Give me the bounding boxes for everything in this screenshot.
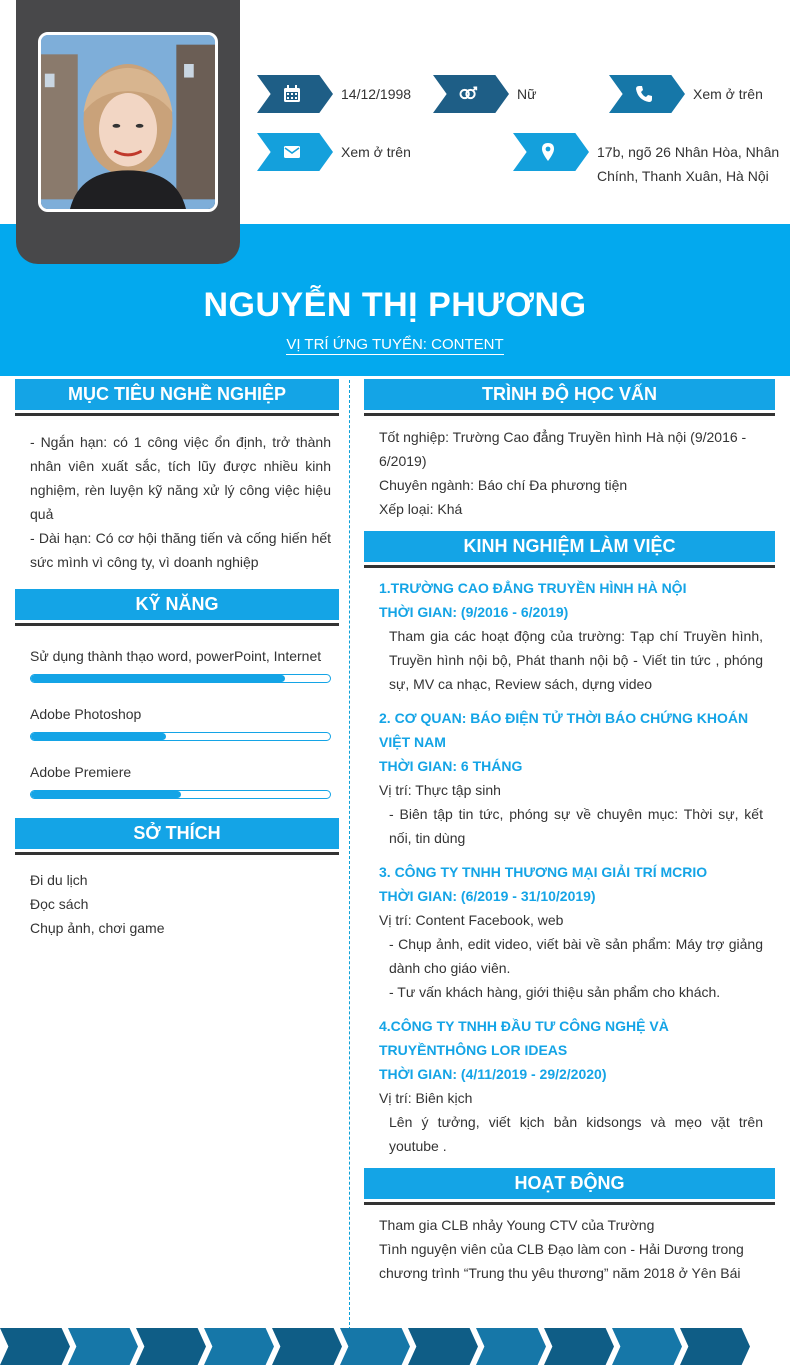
gender-text: Nữ (517, 86, 537, 102)
gender-tag (433, 75, 509, 113)
address-text: 17b, ngõ 26 Nhân Hòa, Nhân Chính, Thanh Xuân, Hà Nội (597, 144, 780, 184)
education-title: TRÌNH ĐỘ HỌC VẤN (364, 379, 775, 413)
phone-text: Xem ở trên (693, 86, 763, 102)
hobby-item: Đọc sách (30, 896, 89, 912)
job-company: 4.CÔNG TY TNHH ĐẦU TƯ CÔNG NGHỆ VÀ TRUYỀNTHÔNG LOR IDEAS (379, 1018, 669, 1058)
activities-title: HOẠT ĐỘNG (364, 1168, 775, 1202)
job-role: Vị trí: Content Facebook, web (379, 912, 564, 928)
skill-bar (30, 732, 331, 741)
birthday-text: 14/12/1998 (341, 86, 412, 102)
job-time: THỜI GIAN: 6 THÁNG (379, 758, 523, 774)
job-detail: - Biên tập tin tức, phóng sự về chuyên mục: Thời sự, kết nối, tin dùng (389, 806, 763, 846)
email-text: Xem ở trên (341, 144, 411, 160)
skill-bar (30, 674, 331, 683)
footer-chevron (544, 1328, 614, 1365)
phone-icon (634, 84, 654, 104)
activity-item: Tình nguyện viên của CLB Đạo làm con - Hải Dương trong chương trình “Trung thu yêu thương” năm 2018 ở Yên Bái (379, 1241, 744, 1281)
envelope-icon (282, 142, 302, 162)
skill-label: Adobe Photoshop (30, 706, 142, 722)
skill-bar-fill (31, 733, 166, 740)
education-body (379, 425, 763, 521)
job-role: Vị trí: Thực tập sinh (379, 782, 501, 798)
job-detail: Tham gia các hoạt động của trường: Tạp chí Truyền hình, Truyền hình nội bộ, Phát thanh nội bộ - Viết tin tức , phóng sự, MV ca nhạc, Review sách, dựng video (389, 628, 763, 692)
phone-tag (609, 75, 685, 113)
education-major: Chuyên ngành: Báo chí Đa phương tiện (379, 477, 628, 493)
education-graduated: Tốt nghiệp: Trường Cao đẳng Truyền hình Hà nội (9/2016 - 6/2019) (379, 429, 747, 469)
footer-chevron (612, 1328, 682, 1365)
skill-bar (30, 790, 331, 799)
photo-panel (16, 0, 240, 264)
phone-row (609, 75, 763, 113)
footer-chevron (68, 1328, 138, 1365)
job-detail: Lên ý tưởng, viết kịch bản kidsongs và mẹo vặt trên youtube . (389, 1114, 763, 1154)
calendar-icon (282, 84, 302, 104)
avatar (38, 32, 218, 212)
job-time: THỜI GIAN: (4/11/2019 - 29/2/2020) (379, 1066, 607, 1082)
activities-body (379, 1213, 763, 1285)
candidate-name: NGUYỄN THỊ PHƯƠNG (203, 286, 587, 324)
job-detail: - Chụp ảnh, edit video, viết bài về sản phẩm: Máy trợ giảng dành cho giáo viên. (389, 936, 763, 976)
address-tag (513, 133, 589, 171)
skill-label: Adobe Premiere (30, 764, 132, 780)
hobbies-list (30, 868, 331, 940)
footer-chevron (340, 1328, 410, 1365)
job-company: 2. CƠ QUAN: BÁO ĐIỆN TỬ THỜI BÁO CHỨNG KHOÁN VIỆT NAM (379, 710, 749, 750)
objective-body (30, 430, 331, 574)
hobby-item: Đi du lịch (30, 872, 88, 888)
skill-item (30, 646, 331, 683)
job-detail: - Tư vấn khách hàng, giới thiệu sản phẩm cho khách. (389, 984, 721, 1000)
job-role: Vị trí: Biên kịch (379, 1090, 473, 1106)
hobbies-title: SỞ THÍCH (15, 818, 339, 852)
objective-title: MỤC TIÊU NGHỀ NGHIỆP (15, 379, 339, 413)
education-rank: Xếp loại: Khá (379, 501, 463, 517)
skill-item (30, 704, 331, 741)
footer-chevron (680, 1328, 750, 1365)
skill-label: Sử dụng thành thạo word, powerPoint, Internet (30, 648, 322, 664)
footer-chevron (204, 1328, 274, 1365)
map-pin-icon (538, 142, 558, 162)
avatar-photo (41, 35, 215, 209)
skill-item (30, 762, 331, 799)
job-time: THỜI GIAN: (9/2016 - 6/2019) (379, 604, 569, 620)
hobby-item: Chụp ảnh, chơi game (30, 920, 165, 936)
activity-item: Tham gia CLB nhảy Young CTV của Trường (379, 1217, 655, 1233)
objective-short-term: - Ngắn hạn: có 1 công việc ổn định, trở thành nhân viên xuất sắc, tích lũy được nhiều kinh nghiệm, rèn luyện kỹ năng xử lý công việc hiệu quả (30, 434, 331, 522)
experience-body (379, 576, 763, 1158)
footer-chevron (408, 1328, 478, 1365)
applied-position (0, 336, 790, 353)
skill-bar-fill (31, 791, 181, 798)
footer-chevrons (0, 1328, 790, 1365)
skills-title: KỸ NĂNG (15, 589, 339, 623)
job-company: 3. CÔNG TY TNHH THƯƠNG MẠI GIẢI TRÍ MCRIO (379, 864, 708, 880)
column-divider (349, 380, 350, 1330)
applied-position-text: VỊ TRÍ ỨNG TUYỂN: CONTENT (286, 336, 504, 353)
footer-chevron (136, 1328, 206, 1365)
job-company: 1.TRƯỜNG CAO ĐẲNG TRUYỀN HÌNH HÀ NỘI (379, 580, 687, 596)
footer-chevron (476, 1328, 546, 1365)
birthday-row (257, 75, 411, 113)
experience-title: KINH NGHIỆM LÀM VIỆC (364, 531, 775, 565)
gender-row (433, 75, 536, 113)
birthday-tag (257, 75, 333, 113)
email-row (257, 133, 411, 171)
skill-bar-fill (31, 675, 285, 682)
footer-chevron (0, 1328, 70, 1365)
objective-long-term: - Dài hạn: Có cơ hội thăng tiến và cống hiến hết sức mình vì công ty, vì doanh nghiệp (30, 530, 331, 570)
address-row (513, 133, 783, 188)
email-tag (257, 133, 333, 171)
footer-chevron (272, 1328, 342, 1365)
gender-icon (458, 84, 478, 104)
job-time: THỜI GIAN: (6/2019 - 31/10/2019) (379, 888, 596, 904)
